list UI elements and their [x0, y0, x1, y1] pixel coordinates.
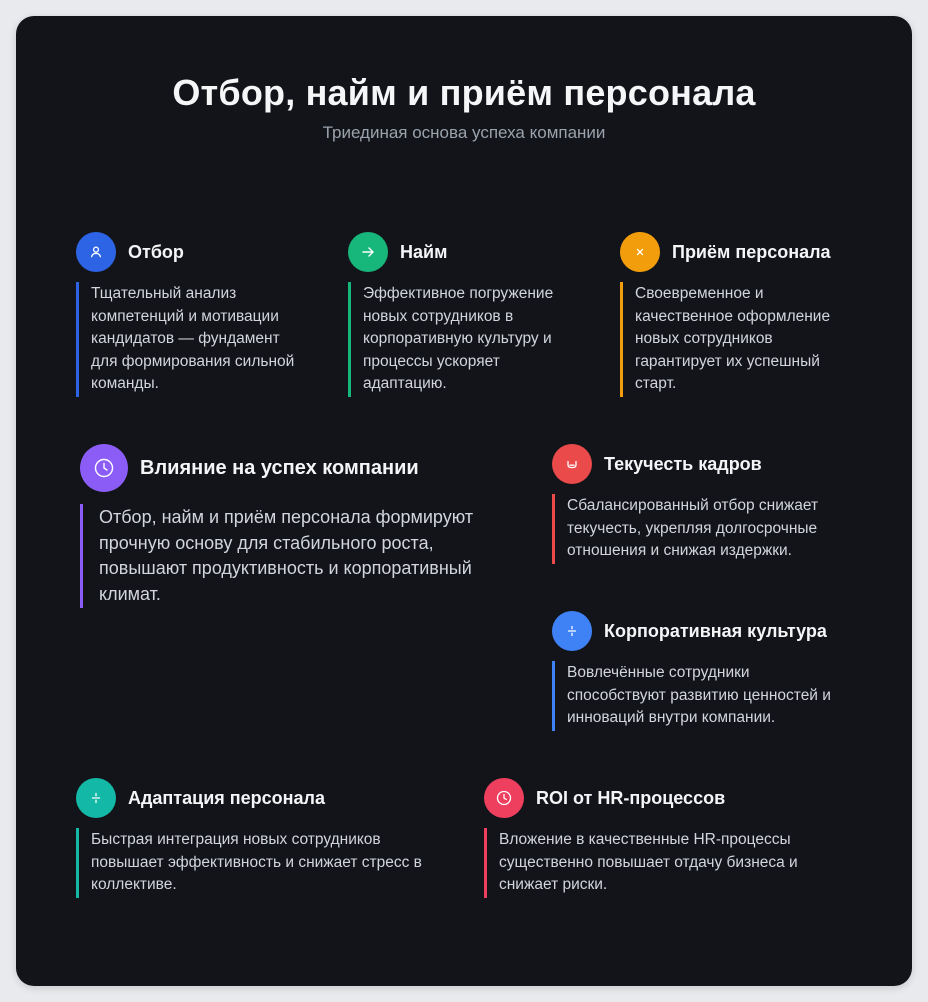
card-text: Тщательный анализ компетенций и мотивации кандидатов — фундамент для формирования сильной команды. [76, 282, 308, 397]
card-turnover [552, 444, 842, 564]
card-text: Эффективное погружение новых сотрудников в корпоративную культуру и процессы ускоряет адаптацию. [348, 282, 580, 397]
card-title: Текучесть кадров [604, 453, 762, 474]
card-title: ROI от HR-процессов [536, 787, 726, 808]
page-subtitle: Триединая основа успеха компании [322, 123, 606, 142]
arrow-right-icon [348, 232, 388, 272]
card-culture [552, 611, 852, 731]
card-title: Влияние на успех компании [140, 456, 419, 479]
card-text: Вложение в качественные HR-процессы существенно повышает отдачу бизнеса и снижает риски. [484, 828, 824, 898]
divide-icon [552, 611, 592, 651]
card-roi [484, 778, 824, 898]
card-title: Отбор [128, 241, 184, 262]
clock-icon [80, 444, 128, 492]
card-onboarding [620, 232, 852, 397]
card-impact [80, 444, 500, 608]
page-title: Отбор, найм и приём персонала [172, 72, 756, 113]
card-selection [76, 232, 308, 397]
clock-icon [484, 778, 524, 818]
card-text: Вовлечённые сотрудники способствуют развитию ценностей и инноваций внутри компании. [552, 661, 852, 731]
card-text: Сбалансированный отбор снижает текучесть, укрепляя долгосрочные отношения и снижая издержки. [552, 494, 842, 564]
card-hiring [348, 232, 580, 397]
user-icon [76, 232, 116, 272]
card-text: Отбор, найм и приём персонала формируют прочную основу для стабильного роста, повышают продуктивность и корпоративный климат. [80, 504, 500, 608]
card-title: Приём персонала [672, 241, 831, 262]
cup-icon [552, 444, 592, 484]
card-text: Быстрая интеграция новых сотрудников повышает эффективность и снижает стресс в коллективе. [76, 828, 436, 898]
divide-icon [76, 778, 116, 818]
card-title: Корпоративная культура [604, 620, 827, 641]
card-title: Найм [400, 241, 448, 262]
card-text: Своевременное и качественное оформление новых сотрудников гарантирует их успешный старт. [620, 282, 852, 397]
close-icon [620, 232, 660, 272]
card-title: Адаптация персонала [128, 787, 325, 808]
card-adaptation [76, 778, 436, 898]
